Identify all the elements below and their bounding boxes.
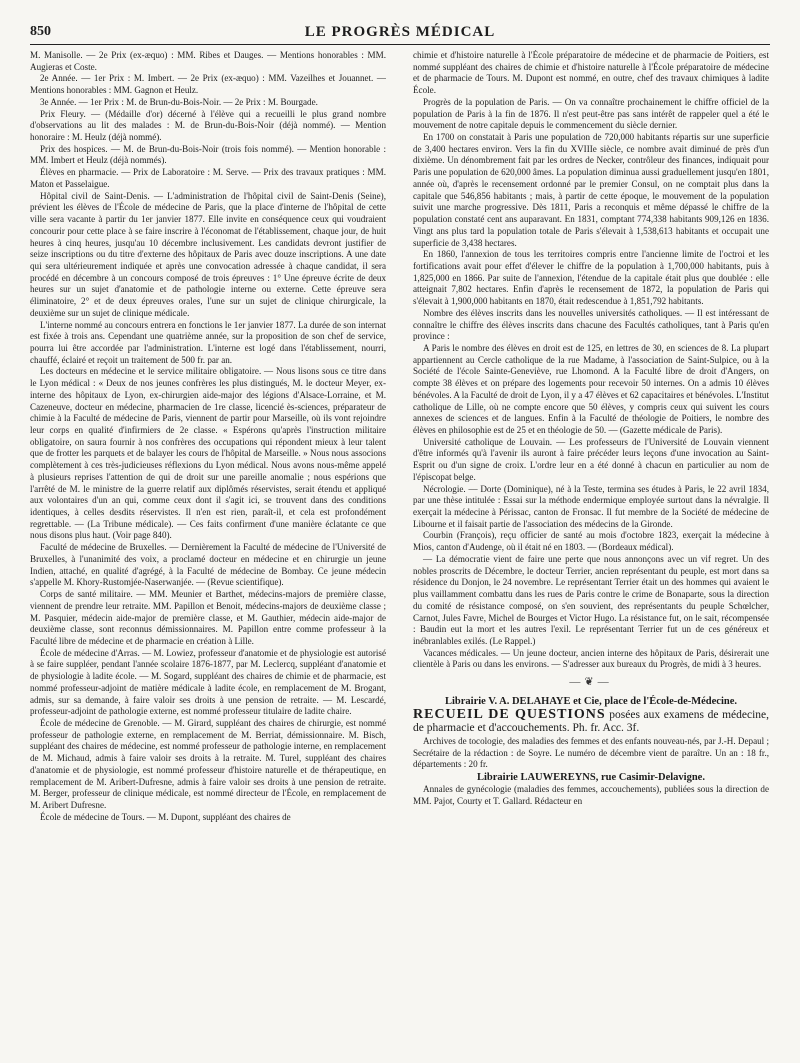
- advert-annales: Annales de gynécologie (maladies des femmes, accouchements), publiées sous la direction de MM. Pajot, Courty et T. Gallard. Rédacteur en: [413, 783, 769, 806]
- paragraph: Hôpital civil de Saint-Denis. — L'administration de l'hôpital civil de Saint-Denis (Seine), prévient les élèves de l'École de médecine de Paris, que la place d'interne de l'hôpital de cette ville sera vacante à partir du 1er janvier 1877. Elle invite en conséquence ceux qui voudraient concourir pour cette place à se faire inscrire à l'économat de l'établissement, chaque jour, de huit heures à cinq heures, jusqu'au 10 décembre inclusivement. Les candidats devront justifier de seize inscriptions ou du titre d'externe des hôpitaux de Paris avec douze inscriptions. A une date qui sera ultérieurement indiquée et après une convocation adressée à chaque candidat, il sera procédé en décembre à un concours composé de trois épreuves : 1° Une épreuve écrite de deux heures sur un sujet d'anatomie et de pathologie interne ou externe. Cette épreuve sera éliminatoire, 2° et de deux épreuves orales, l'une sur un sujet de clinique chirurgicale, la deuxième sur un sujet de clinique médicale.: [30, 190, 386, 318]
- paragraph: A Paris le nombre des élèves en droit est de 125, en lettres de 30, en sciences de 8. La plupart appartiennent au Cercle catholique de la rue Madame, à l'association de Saint-Sulpice, ou à la Société de l'école Sainte-Geneviève, rue Lhomond. A la Faculté libre de droit d'Angers, on compte 38 élèves et on prépare des logements pour recevoir 50 internes. On a admis 10 élèves bénévoles. A la Faculté de droit de Lyon, il y a 47 élèves et 62 capacitaires et bénévoles. L'Institut catholique de Lille, où ne compte encore que 50 élèves, y compris ceux qui suivent les cours annexes de sciences et de langues. Enfin à la Faculté de théologie de Poitiers, le nombre des élèves en philosophie est de 25 et en théologie de 50. — (Gazette médicale de Paris).: [413, 342, 769, 435]
- paragraph: 2e Année. — 1er Prix : M. Imbert. — 2e Prix (ex-æquo) : MM. Vazeilhes et Jouannet. — Mentions honorables : MM. Gagnon et Heulz.: [30, 73, 386, 96]
- page-number: 850: [30, 24, 51, 39]
- paragraph: Nombre des élèves inscrits dans les nouvelles universités catholiques. — Il est intéressant de connaître le chiffre des élèves inscrits dans chacune des Facultés catholiques, tant à Paris qu'en province :: [413, 307, 769, 342]
- publisher-line: Librairie LAUWEREYNS, rue Casimir-Delavigne.: [477, 771, 705, 783]
- paragraph: École de médecine d'Arras. — M. Lowiez, professeur d'anatomie et de physiologie est autorisé à se faire suppléer, pendant l'année scolaire 1876-1877, par M. Leclercq, suppléant d'anatomie et de physiologie à ladite école. — M. Sogard, suppléant des chaires de chimie et de pharmacie, est nommé professeur-adjoint de matière médicale à ladite école, en remplacement de M. Brogant, admis, sur sa demande, à faire valoir ses droits à une pension de retraite. — M. Lescardé, professeur-adjoint de pathologie externe, est nommé professeur titulaire de ladite chaire.: [30, 647, 386, 717]
- advert-archives: Archives de tocologie, des maladies des femmes et des enfants nouveau-nés, par J.-H. Depaul ; Secrétaire de la rédaction : de Soyre. Le numéro de décembre vient de paraître. Un an : 18 fr., départements : 20 fr.: [413, 735, 769, 770]
- paragraph: Corps de santé militaire. — MM. Meunier et Barthet, médecins-majors de première classe, viennent de prendre leur retraite. MM. Papillon et Benoit, médecins-majors de deuxième classe ; M. Pasquier, médecin aide-major de première classe, et M. Gauthier, médecin aide-major de deuxième classe, sont reconnus démissionnaires. M. Papillon entre comme professeur à la Faculté libre de médecine et de pharmacie en création à Lille.: [30, 589, 386, 646]
- paragraph: Prix Fleury. — (Médaille d'or) décerné à l'élève qui a recueilli le plus grand nombre d'observations au lit des malades : M. de Brun-du-Bois-Noir (déjà nommé). — Mention honoraire : M. Heulz (déjà nommé).: [30, 108, 386, 143]
- paragraph: Nécrologie. — Dorte (Dominique), né à la Teste, termina ses études à Paris, le 22 avril 1834, par une thèse intitulée : Essai sur la méthode endermique employée surtout dans la névralgie. Il exerçait la médecine à Périssac, canton de Fronsac. Il fut membre de la Société de médecine de Libourne et il faisait partie de l'association des médecins de la Gironde.: [413, 483, 769, 529]
- paragraph: L'interne nommé au concours entrera en fonctions le 1er janvier 1877. La durée de son internat est fixée à trois ans. Cependant une quatrième année, sur la proposition de son chef de service, pourra lui être accordée par l'administration. L'interne est logé dans l'établissement, nourri, chauffé, éclairé et reçoit un traitement de 500 fr. par an.: [30, 319, 386, 365]
- left-column: [30, 50, 386, 1045]
- paragraph: Progrès de la population de Paris. — On va connaître prochainement le chiffre officiel de la population de Paris à la fin de 1876. Il n'est peut-être pas sans intérêt de rappeler quel a été le mouvement de notre capitale depuis le commencement du siècle dernier.: [413, 96, 769, 131]
- paragraph: chimie et d'histoire naturelle à l'École préparatoire de médecine et de pharmacie de Poitiers, est nommé suppléant des chaires de chimie et d'histoire naturelle à l'École préparatoire de médecine et de pharmacie de Tours. M. Dupont est nommé, en outre, chef des travaux chimiques à ladite École.: [413, 50, 769, 96]
- paragraph: Élèves en pharmacie. — Prix de Laboratoire : M. Serve. — Prix des travaux pratiques : MM. Maton et Passelaigue.: [30, 167, 386, 189]
- advert-title: RECUEIL DE QUESTIONS: [413, 706, 606, 722]
- paragraph: En 1700 on constatait à Paris une population de 720,000 habitants répartis sur une superficie de 3,400 hectares environ. Vers la fin du XVIIIe siècle, ce nombre avait diminué de près d'un dixième. Un dénombrement fait par les ordres de Necker, contrôleur des finances, indiquait pour Paris une population de 620,000 âmes. La population diminua aussi graduellement jusqu'en 1801, année où, d'après le recensement ordonné par le premier Consul, on ne comptait plus dans la capitale que 546,856 habitants ; mais, à partir de cette époque, le mouvement de la population suivit une marche progressive. Dès 1811, Paris a reconquis et même dépassé le chiffre de la population constaté cent ans auparavant. En 1831, comptant 774,338 habitants 909,126 en 1836. Vingt ans plus tard la population totale de Paris s'élevait à 1,538,613 habitants et occupait une superficie de 3,438 hectares.: [413, 132, 769, 248]
- header-rule: [30, 44, 770, 45]
- paragraph: Prix des hospices. — M. de Brun-du-Bois-Noir (trois fois nommé). — Mention honorable : MM. Imbert et Heulz (déjà nommés).: [30, 143, 386, 166]
- paragraph: M. Manisolle. — 2e Prix (ex-æquo) : MM. Ribes et Dauges. — Mentions honorables : MM. Augieras et Coste.: [30, 50, 386, 72]
- ornament: —❦—: [569, 676, 613, 689]
- paragraph: En 1860, l'annexion de tous les territoires compris entre l'ancienne limite de l'octroi et les fortifications avait pour effet d'élever le chiffre de la population à 1,700,000 habitants, puis à 1,825,000 en 1866. Par suite de l'annexion, l'étendue de la capitale était plus que doublée : elle atteignait 7,802 hectares. Enfin d'après le recensement de 1872, la population de Paris qui s'élevait à 1,900,000 habitants en 1870, était redescendue à 1,851,792 habitants.: [413, 249, 769, 307]
- running-header: [30, 24, 770, 44]
- journal-title: LE PROGRÈS MÉDICAL: [304, 24, 496, 40]
- paragraph: Université catholique de Louvain. — Les professeurs de l'Université de Louvain viennent d'être informés qu'à l'avenir ils auront à faire précéder leurs leçons d'une invocation au Saint-Esprit ou d'un signe de croix. L'ordre leur en a été donné à chacun en particulier au nom de l'épiscopat belge.: [413, 436, 769, 482]
- paragraph: École de médecine de Tours. — M. Dupont, suppléant des chaires de: [40, 811, 291, 822]
- advert-text: posées aux examens de médecine, de pharmacie et d'accouchements. Ph. fr. Acc. 3f.: [413, 708, 769, 735]
- paragraph: 3e Année. — 1er Prix : M. de Brun-du-Bois-Noir. — 2e Prix : M. Bourgade.: [40, 96, 318, 107]
- paragraph: École de médecine de Grenoble. — M. Girard, suppléant des chaires de chirurgie, est nommé professeur de pathologie externe, en remplacement de M. Berriat, démissionnaire. M. Bisch, suppléant des chaires de médecine, est nommé professeur de pathologie interne, en remplacement de M. Michaud, admis à faire valoir ses droits à la retraite. M. Turel, suppléant des chaires d'anatomie et de physiologie, est nommé professeur d'histoire naturelle et de thérapeutique, en remplacement de M. Aribert-Dufresne, admis à faire valoir ses droits à une pension de retraite. M. Berger, professeur de clinique médicale, est nommé directeur de l'École, en remplacement de M. Aribert Dufresne.: [30, 717, 386, 810]
- right-column: [413, 50, 769, 1045]
- paragraph: Courbin (François), reçu officier de santé au mois d'octobre 1823, exerçait la médecine à Mios, canton d'Audenge, où il était né en 1803. — (Bordeaux médical).: [413, 530, 769, 553]
- advert-recueil: [413, 708, 769, 736]
- paragraph: Les docteurs en médecine et le service militaire obligatoire. — Nous lisons sous ce titre dans le Lyon médical : « Deux de nos jeunes confrères les plus distingués, M. le docteur Meyer, ex-interne des hôpitaux de Lyon, ex-chirurgien aide-major des légions d'Alsace-Lorraine, et M. Cazeneuve, docteur en médecine, pharmacien de 1re classe, licencié ès-sciences, préparateur de chimie à la Faculté de médecine de Paris, viennent de partir pour Marseille, où ils vont rejoindre leur corps en qualité d'infirmiers de 2e classe. « Espérons qu'après l'instruction militaire obligatoire, on saura fournir à nos confrères des occupations qui répondent mieux à leur talent que de frotter les parquets et de balayer les cours de l'hôpital de Marseille. » Nous nous associons complètement à ces très-judicieuses réflexions du Lyon médical. Nous avons nous-même appelé à plusieurs reprises l'attention de qui de droit sur une pareille anomalie ; nous espérions que l'arrêté de M. le ministre de la guerre relatif aux diplômés réservistes, serait étendu et appliqué aux volontaires d'un an qui, comme ceux dont il s'agit ici, se trouvent dans des conditions identiques, à celles desdits réservistes. Il n'en est rien, paraît-il, et cela est profondément regrettable. — (La Tribune médicale). — Ces faits confirment d'une manière éclatante ce que nous disons plus haut. (Voir page 840).: [30, 366, 386, 541]
- paragraph: — La démocratie vient de faire une perte que nous annonçons avec un vif regret. Un des nobles proscrits de Décembre, le docteur Terrier, ancien représentant du peuple, est mort dans sa résidence du Donjon, le 24 novembre. Le représentant Terrier était un des hommes qui avaient le plus vaillamment combattu dans les rues de Paris contre le crime de Bonaparte, sous la direction du comité de résistance composé, on s'en souvient, des représentants du peuple Schœlcher, Carnot, Jules Favre, Michel de Bourges et Victor Hugo. La résistance fut, on le sait, récompensée : Baudin eut la mort et les autres l'exil. Le représentant Terrier fut un de ces généreux et inébranlables exilés. (Le Rappel.): [413, 553, 769, 646]
- paragraph: Vacances médicales. — Un jeune docteur, ancien interne des hôpitaux de Paris, désirerait une clientèle à Paris ou dans les environs. — S'adresser aux bureaux du Progrès, de midi à 3 heures.: [413, 647, 769, 670]
- publisher-line: Librairie V. A. DELAHAYE et Cie, place de l'École-de-Médecine.: [444, 695, 738, 707]
- paragraph: Faculté de médecine de Bruxelles. — Dernièrement la Faculté de médecine de l'Université de Bruxelles, à l'unanimité des voix, a proclamé docteur en médecine et en chirurgie un jeune Indien, attaché, en qualité d'agrégé, à la Faculté de médecine de Bombay. Ce jeune médecin s'appelle M. Khory-Rustomjée-Naserwanjée. — (Revue scientifique).: [30, 542, 386, 588]
